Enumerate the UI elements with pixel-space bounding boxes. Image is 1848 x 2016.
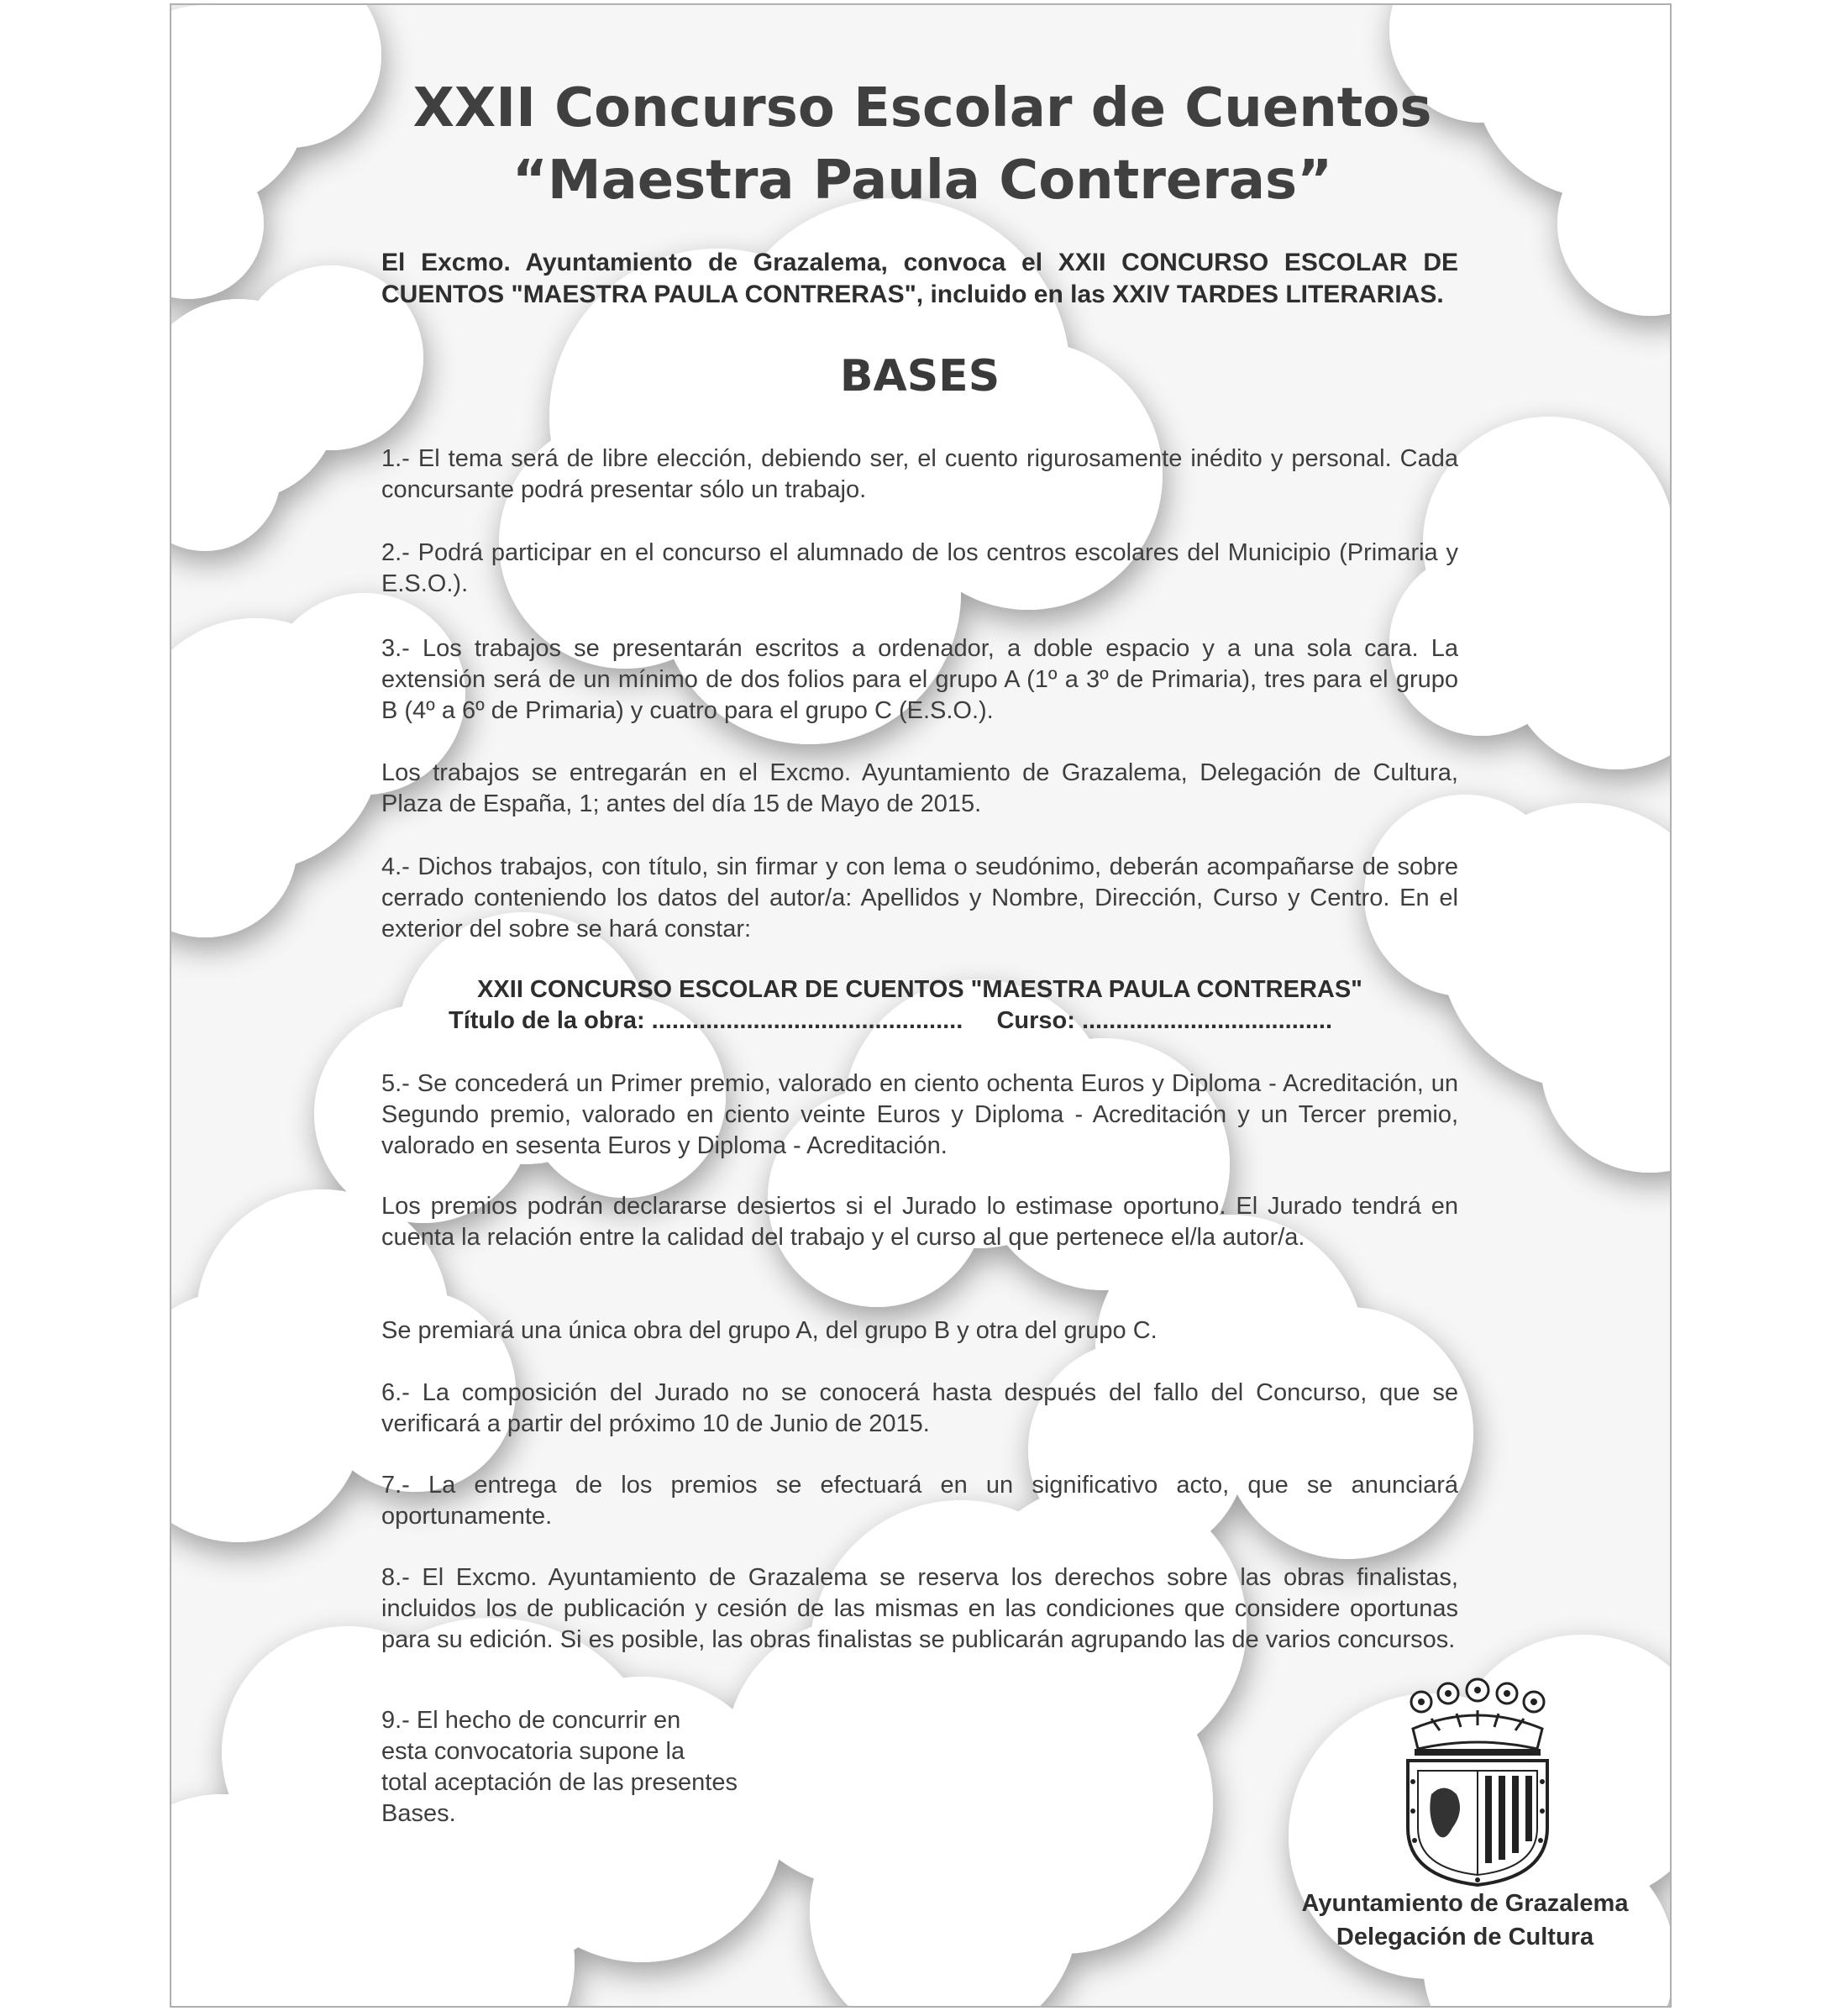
bases-heading: BASES xyxy=(839,351,1000,402)
clause-5: 5.- Se concederá un Primer premio, valorado en ciento ochenta Euros y Diploma - Acreditación, un Segundo premio, valorado en ciento veinte Euros y Diploma - Acreditación y un Tercer premio, valorado en sesenta Euros y Diploma - Acreditación. xyxy=(381,1070,1458,1159)
clause-5-jury: Los premios podrán declararse desiertos si el Jurado lo estimase oportuno. El Jurado tendrá en cuenta la relación entre la calidad del trabajo y el curso al que pertenece el/la autor/a. xyxy=(381,1193,1458,1251)
envelope-heading: XXII CONCURSO ESCOLAR DE CUENTOS "MAESTRA PAULA CONTRERAS" xyxy=(477,976,1362,1003)
page-title xyxy=(171,72,1672,217)
clause-7: 7.- La entrega de los premios se efectuará en un significativo acto, que se anunciará oportunamente. xyxy=(381,1472,1458,1530)
intro-paragraph: El Excmo. Ayuntamiento de Grazalema, convoca el XXII CONCURSO ESCOLAR DE CUENTOS "MAESTRA PAULA CONTRERAS", incluido en las XXIV TARDES LITERARIAS. xyxy=(381,249,1458,308)
clause-3-delivery: Los trabajos se entregarán en el Excmo. Ayuntamiento de Grazalema, Delegación de Cultura, Plaza de España, 1; antes del día 15 de Mayo de 2015. xyxy=(381,759,1458,817)
clause-1: 1.- El tema será de libre elección, debiendo ser, el cuento rigurosamente inédito y personal. Cada concursante podrá presentar sólo un trabajo. xyxy=(381,445,1458,503)
clause-2: 2.- Podrá participar en el concurso el alumnado de los centros escolares del Municipio (Primaria y E.S.O.). xyxy=(381,539,1458,597)
envelope-fields xyxy=(449,1007,1332,1035)
clause-8: 8.- El Excmo. Ayuntamiento de Grazalema se reserva los derechos sobre las obras finalistas, incluidos los de publicación y cesión de las mismas en las condiciones que considere oportunas para su edición. Si es posible, las obras finalistas se publicarán agrupando las de varios concursos. xyxy=(381,1564,1458,1653)
signature-line-1: Ayuntamiento de Grazalema xyxy=(1301,1890,1629,1917)
clause-5-groups: Se premiará una única obra del grupo A, del grupo B y otra del grupo C. xyxy=(381,1317,1158,1344)
clause-9-line: Bases. xyxy=(381,1800,456,1827)
title-line-2: “Maestra Paula Contreras” xyxy=(512,150,1333,212)
clause-9-line: esta convocatoria supone la xyxy=(381,1738,685,1765)
clause-4: 4.- Dichos trabajos, con título, sin firmar y con lema o seudónimo, deberán acompañarse de sobre cerrado conteniendo los datos del autor/a: Apellidos y Nombre, Dirección, Curso y Centro. En el exterior del sobre se hará constar: xyxy=(381,853,1458,942)
clause-9-line: 9.- El hecho de concurrir en xyxy=(381,1707,681,1734)
title-line-1: XXII Concurso Escolar de Cuentos xyxy=(412,77,1432,139)
clause-6: 6.- La composición del Jurado no se conocerá hasta después del fallo del Concurso, que se verificará a partir del próximo 10 de Junio de 2015. xyxy=(381,1379,1458,1437)
clause-9-line: total aceptación de las presentes xyxy=(381,1769,738,1796)
signature-block xyxy=(1297,1887,1633,1954)
envelope-title-field: Título de la obra: .............................................. xyxy=(449,1007,963,1034)
clause-3: 3.- Los trabajos se presentarán escritos a ordenador, a doble espacio y a una sola cara. La extensión será de un mínimo de dos folios para el grupo A (1º a 3º de Primaria), tres para el grupo B (4º a 6º de Primaria) y cuatro para el grupo C (E.S.O.). xyxy=(381,635,1458,724)
envelope-course-field: Curso: ..................................... xyxy=(996,1007,1333,1034)
document-page xyxy=(170,3,1672,2008)
clause-9 xyxy=(381,1705,852,1830)
signature-line-2: Delegación de Cultura xyxy=(1336,1924,1594,1950)
coat-of-arms-icon xyxy=(1398,1677,1557,1887)
